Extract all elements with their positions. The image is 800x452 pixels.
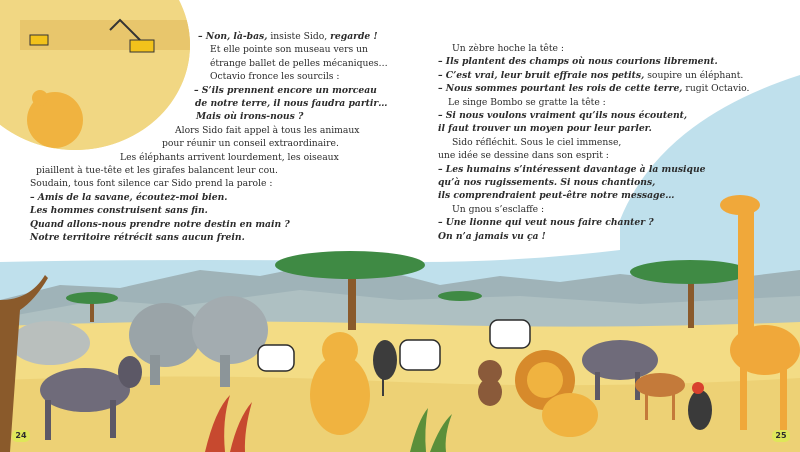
text-segment: soupire un éléphant. bbox=[644, 69, 744, 81]
text-line bbox=[30, 57, 388, 70]
text-segment: Un zèbre hoche la tête : bbox=[452, 43, 564, 54]
text-line bbox=[438, 203, 768, 216]
text-segment: Mais où irons-nous ? bbox=[196, 111, 304, 123]
text-line bbox=[438, 69, 768, 82]
text-line bbox=[30, 137, 378, 150]
monkey bbox=[478, 360, 502, 406]
text-segment: pour réunir un conseil extraordinaire. bbox=[162, 138, 339, 150]
text-line bbox=[438, 82, 768, 95]
text-line bbox=[438, 176, 768, 189]
text-segment: ils comprendraient peut-être notre message… bbox=[438, 190, 675, 202]
text-segment: – Amis de la savane, écoutez-moi bien. bbox=[30, 191, 228, 203]
text-segment: – Les humains s’intéressent davantage à la musique bbox=[438, 163, 706, 175]
text-segment: insiste Sido, bbox=[267, 31, 331, 42]
text-segment: regarde ! bbox=[330, 31, 378, 42]
text-line bbox=[30, 124, 378, 137]
text-line bbox=[30, 30, 378, 43]
text-line bbox=[30, 204, 378, 217]
text-line bbox=[30, 177, 378, 190]
right-page-text bbox=[438, 42, 768, 243]
text-segment: – S’ils prennent encore un morceau bbox=[194, 84, 377, 96]
text-line bbox=[30, 231, 378, 244]
text-line bbox=[438, 109, 768, 122]
text-segment: Soudain, tous font silence car Sido prend la parole : bbox=[30, 178, 273, 190]
text-line bbox=[438, 136, 768, 149]
text-segment: Le singe Bombo se gratte la tête : bbox=[448, 96, 606, 108]
text-segment: Les hommes construisent sans fin. bbox=[30, 205, 208, 217]
page-number-right: 25 bbox=[772, 430, 790, 442]
text-segment: – Nous sommes pourtant les rois de cette terre, bbox=[438, 83, 683, 95]
text-segment: Et elle pointe son museau vers un bbox=[210, 44, 368, 56]
text-segment: Quand allons-nous prendre notre destin en main ? bbox=[30, 218, 290, 230]
text-segment: qu’à nos rugissements. Si nous chantions, bbox=[438, 177, 656, 189]
text-segment: piaillent à tue-tête et les girafes balancent leur cou. bbox=[36, 165, 278, 177]
text-line bbox=[30, 70, 378, 83]
text-segment: il faut trouver un moyen pour leur parler. bbox=[438, 123, 652, 135]
text-line bbox=[438, 42, 768, 55]
text-segment: Un gnou s’esclaffe : bbox=[452, 203, 545, 215]
text-line bbox=[438, 149, 768, 162]
text-line bbox=[438, 122, 768, 135]
text-line bbox=[30, 218, 378, 231]
text-segment: de notre terre, il nous faudra partir… bbox=[195, 98, 388, 110]
text-segment: Octavio fronce les sourcils : bbox=[210, 71, 340, 83]
text-line bbox=[30, 151, 378, 164]
text-line bbox=[438, 216, 768, 229]
text-line bbox=[438, 55, 768, 68]
text-segment: Alors Sido fait appel à tous les animaux bbox=[175, 124, 360, 136]
page-number-left: 24 bbox=[12, 430, 30, 442]
text-segment: Notre territoire rétrécit sans aucun frein. bbox=[30, 232, 245, 244]
text-segment: – Non, là-bas, bbox=[198, 31, 268, 42]
text-line bbox=[438, 189, 768, 202]
text-line bbox=[30, 164, 378, 177]
text-segment: – C’est vrai, leur bruit effraie nos petits, bbox=[438, 69, 645, 81]
left-page-text bbox=[30, 30, 388, 245]
text-segment: – Une lionne qui veut nous faire chanter ? bbox=[438, 217, 654, 229]
text-line bbox=[30, 84, 378, 97]
text-segment: – Si nous voulons vraiment qu’ils nous écoutent, bbox=[438, 110, 688, 122]
text-line bbox=[30, 43, 378, 56]
rock bbox=[10, 321, 90, 365]
text-segment: Les éléphants arrivent lourdement, les oiseaux bbox=[120, 151, 339, 163]
text-segment: On n’a jamais vu ça ! bbox=[438, 230, 546, 242]
text-line bbox=[30, 110, 378, 123]
text-segment: Sido réfléchit. Sous le ciel immense, bbox=[452, 136, 622, 148]
text-line bbox=[438, 163, 768, 176]
text-segment: une idée se dessine dans son esprit : bbox=[438, 150, 609, 162]
text-segment: rugit Octavio. bbox=[682, 83, 750, 95]
text-segment: étrange ballet de pelles mécaniques… bbox=[210, 57, 388, 69]
text-line bbox=[30, 191, 378, 204]
text-line bbox=[30, 97, 388, 110]
text-segment: – Ils plantent des champs où nous courions librement. bbox=[438, 56, 718, 68]
text-line bbox=[438, 96, 768, 109]
text-line bbox=[438, 230, 768, 243]
